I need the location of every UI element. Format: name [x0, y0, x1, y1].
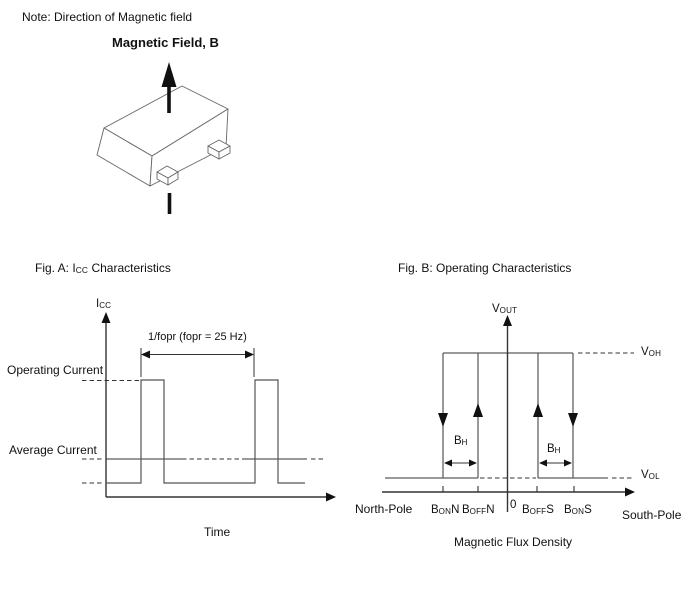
fig-a-x-axis-label: Time: [204, 525, 231, 539]
vol-label: VOL: [641, 469, 660, 481]
magnetic-field-title: Magnetic Field, B: [112, 35, 219, 50]
bh-label-right: BH: [547, 443, 561, 455]
fig-b-y-axis-label: VOUT: [492, 303, 518, 315]
up-arrow-icon: [533, 403, 543, 417]
fig-a-y-axis-label: ICC: [96, 298, 112, 310]
fig-b-x-axis-label: Magnetic Flux Density: [454, 535, 573, 549]
voh-label: VOH: [641, 346, 662, 358]
operating-current-label: Operating Current: [7, 363, 104, 377]
fig-a-chart: [75, 295, 345, 510]
up-arrow-icon: [473, 403, 483, 417]
package-diagram: [80, 55, 250, 220]
note-text: Note: Direction of Magnetic field: [22, 10, 193, 24]
down-arrow-icon: [568, 413, 578, 427]
south-pole-label: South-Pole: [622, 508, 682, 522]
tick-label-boff-s: BOFFS: [522, 504, 554, 516]
fig-a-x-axis: [106, 493, 336, 502]
tick-label-bon-s: BONS: [564, 504, 592, 516]
tick-label-bon-n: BONN: [431, 504, 460, 516]
bh-measure-right: [539, 460, 572, 467]
icc-waveform: [106, 380, 305, 483]
tick-label-zero: 0: [510, 499, 517, 511]
fig-b-x-axis: [382, 486, 635, 497]
tick-label-boff-n: BOFFN: [462, 504, 495, 516]
fig-a-y-axis: [102, 312, 111, 497]
period-label: 1/fopr (fopr = 25 Hz): [148, 331, 247, 343]
bh-measure-left: [444, 460, 477, 467]
down-arrow-icon: [438, 413, 448, 427]
fig-b-title: Fig. B: Operating Characteristics: [398, 261, 572, 275]
left-arrow-icon: [141, 351, 150, 359]
bh-label-left: BH: [454, 435, 468, 447]
sot23-package: [97, 86, 230, 186]
right-arrow-icon: [245, 351, 254, 359]
fig-b-y-axis: [503, 315, 512, 512]
fig-a-title: Fig. A: ICC Characteristics: [35, 261, 171, 275]
period-measure: [141, 348, 254, 377]
north-pole-label: North-Pole: [355, 502, 413, 516]
average-current-label: Average Current: [9, 443, 97, 457]
